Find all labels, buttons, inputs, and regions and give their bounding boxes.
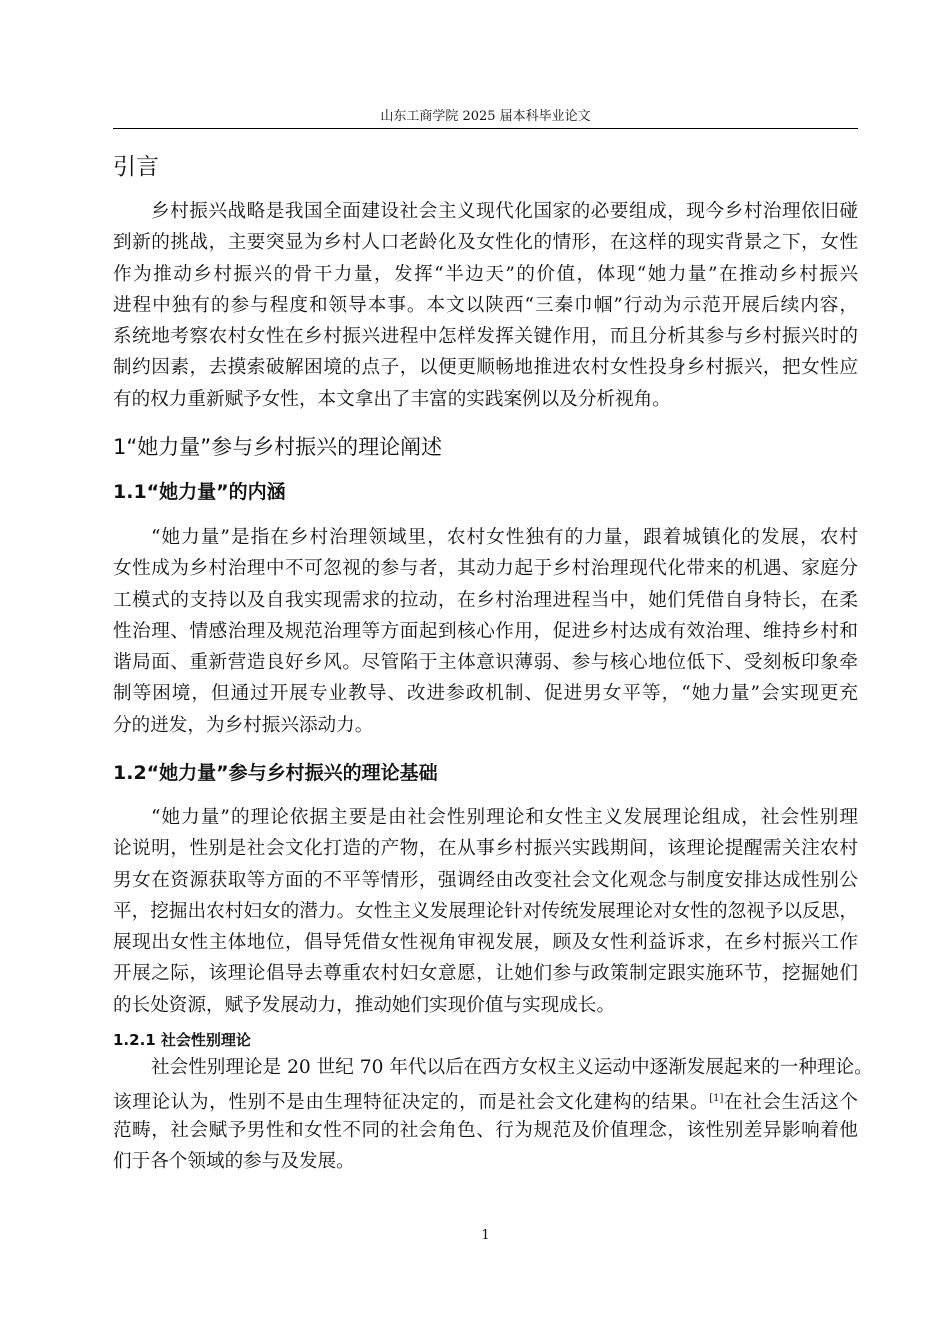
text-line: 制等困境，但通过开展专业教导、改进参政机制、促进男女平等，“她力量”会实现更充	[113, 683, 858, 705]
text-line: 女性成为乡村治理中不可忽视的参与者，其动力起于乡村治理现代化带来的机遇、家庭分	[113, 558, 858, 580]
paragraph-1-2-1	[113, 1052, 873, 1177]
text-line: “她力量”是指在乡村治理领域里，农村女性独有的力量，跟着城镇化的发展，农村	[151, 527, 858, 548]
text-line: 平，挖掘出农村妇女的潜力。女性主义发展理论针对传统发展理论对女性的忽视予以反思，	[113, 900, 858, 922]
subsection-title-1-2-1: 1.2.1 社会性别理论	[113, 1031, 251, 1049]
text-line: 开展之际，该理论倡导去尊重农村妇女意愿，让她们参与政策制定跟实施环节，挖掘她们	[113, 963, 858, 985]
section-title-intro: 引言	[113, 154, 159, 180]
header-rule	[113, 128, 858, 129]
text-line	[113, 1083, 858, 1114]
paragraph-1-1	[113, 522, 858, 741]
text-line: 有的权力重新赋予女性，本文拿出了丰富的实践案例以及分析视角。	[113, 388, 671, 410]
text-line: 作为推动乡村振兴的骨干力量，发挥“半边天”的价值，体现“她力量”在推动乡村振兴	[113, 263, 858, 285]
text-line: 范畴，社会赋予男性和女性不同的社会角色、行为规范及价值理念，该性别差异影响着他	[113, 1119, 858, 1141]
text-line: 性治理、情感治理及规范治理等方面起到核心作用，促进乡村达成有效治理、维持乡村和	[113, 620, 858, 642]
section-title-1-1: 1.1“她力量”的内涵	[113, 481, 286, 503]
text-line: 的长处资源，赋予发展动力，推动她们实现价值与实现成长。	[113, 994, 616, 1016]
text-line: 谐局面、重新营造良好乡风。尽管陷于主体意识薄弱、参与核心地位低下、受刻板印象牵	[113, 652, 858, 674]
text-line: 们于各个领域的参与及发展。	[113, 1150, 355, 1172]
text-line: 社会性别理论是 20 世纪 70 年代以后在西方女权主义运动中逐渐发展起来的一种理论。	[151, 1057, 873, 1078]
text-line: 论说明，性别是社会文化打造的产物，在从事乡村振兴实践期间，该理论提醒需关注农村	[113, 838, 858, 860]
chapter-title-1: 1“她力量”参与乡村振兴的理论阐述	[113, 435, 443, 459]
text-segment: 该理论认为，性别不是由生理特征决定的，而是社会文化建构的结果。	[113, 1092, 710, 1114]
text-line: 进程中独有的参与程度和领导本事。本文以陕西“三秦巾帼”行动为示范开展后续内容，	[113, 294, 858, 316]
page-number: 1	[481, 1228, 490, 1243]
section-title-1-2: 1.2“她力量”参与乡村振兴的理论基础	[113, 762, 438, 784]
text-line: 乡村振兴战略是我国全面建设社会主义现代化国家的必要组成，现今乡村治理依旧碰	[151, 201, 858, 222]
text-line: “她力量”的理论依据主要是由社会性别理论和女性主义发展理论组成，社会性别理	[151, 807, 858, 828]
text-line: 制约因素，去摸索破解困境的点子，以便更顺畅地推进农村女性投身乡村振兴，把女性应	[113, 357, 858, 379]
text-line: 男女在资源获取等方面的不平等情形，强调经由改变社会文化观念与制度安排达成性别公	[113, 869, 858, 891]
text-line: 展现出女性主体地位，倡导凭借女性视角审视发展，顾及女性利益诉求，在乡村振兴工作	[113, 932, 858, 954]
citation-ref[interactable]: [1]	[709, 1093, 724, 1105]
text-line: 工模式的支持以及自我实现需求的拉动，在乡村治理进程当中，她们凭借自身特长，在柔	[113, 589, 858, 611]
text-line: 分的迸发，为乡村振兴添动力。	[113, 714, 374, 736]
paragraph-intro	[113, 196, 858, 415]
running-header: 山东工商学院 2025 届本科毕业论文	[380, 109, 591, 124]
text-line: 到新的挑战，主要突显为乡村人口老龄化及女性化的情形，在这样的现实背景之下，女性	[113, 232, 858, 254]
text-segment: 在社会生活这个	[723, 1092, 858, 1114]
text-line: 系统地考察农村女性在乡村振兴进程中怎样发挥关键作用，而且分析其参与乡村振兴时的	[113, 326, 858, 348]
paragraph-1-2	[113, 802, 858, 1021]
